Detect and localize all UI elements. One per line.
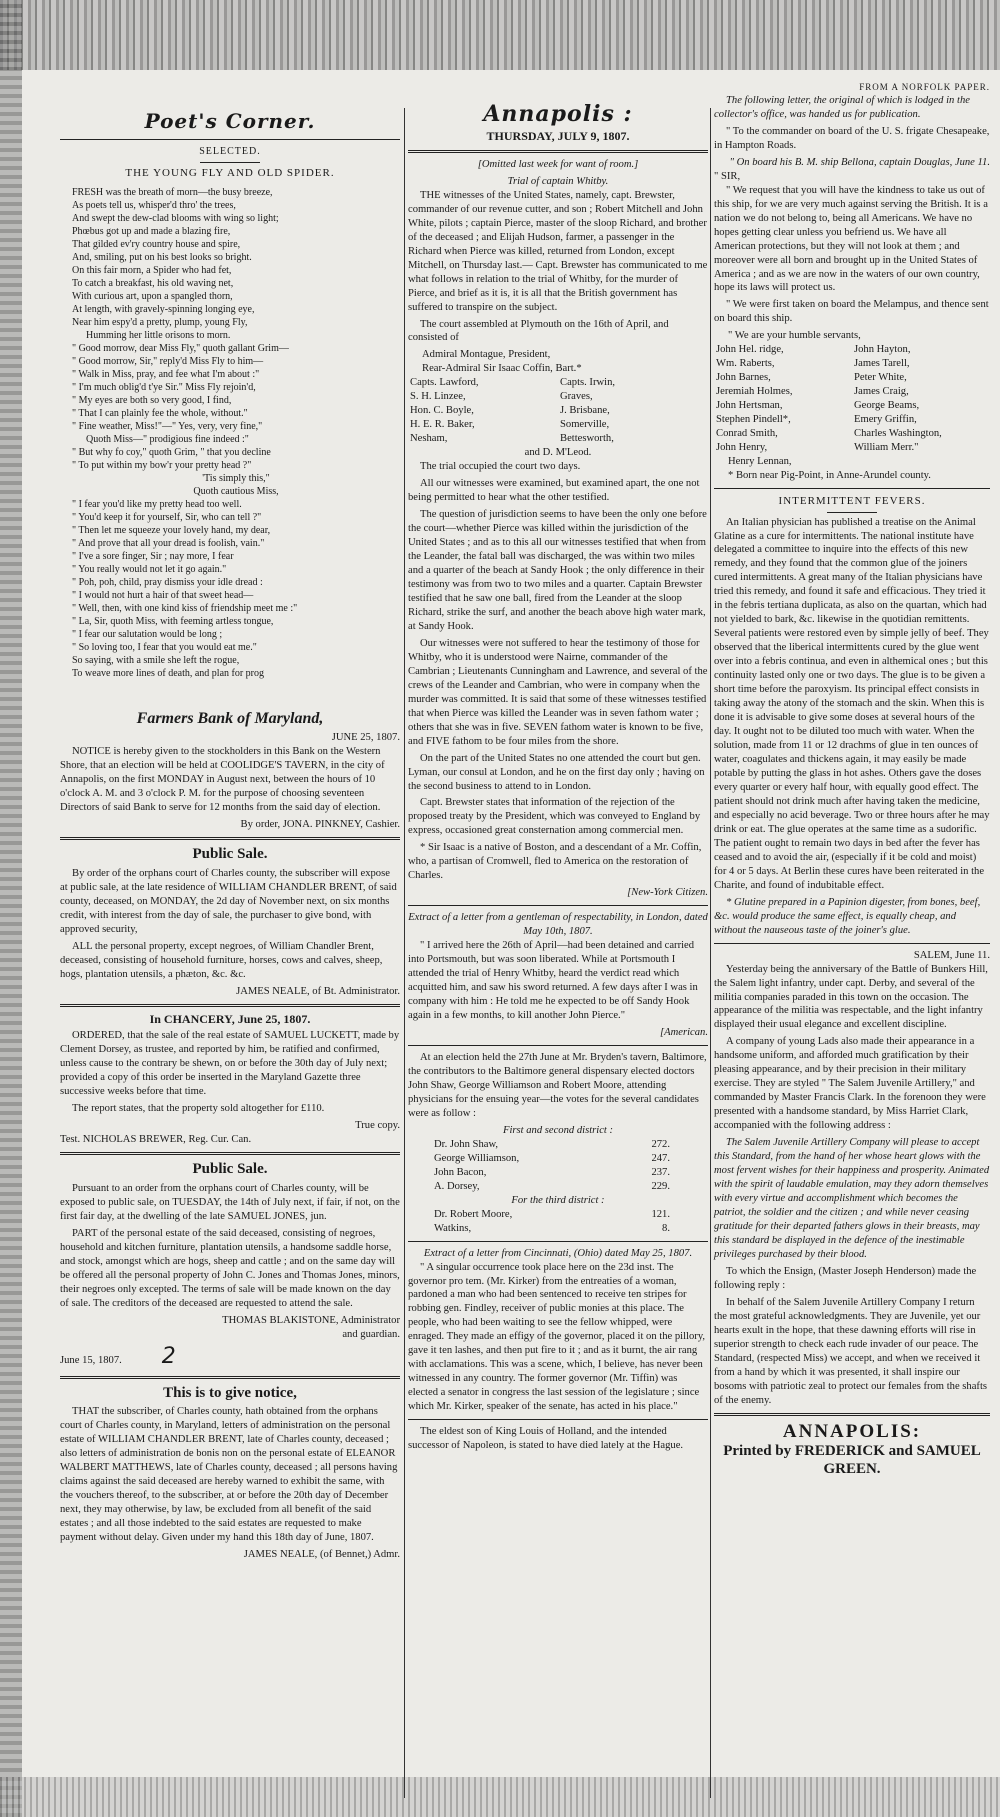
poem-line: " Good morrow, Sir," reply'd Miss Fly to him— [72, 356, 264, 368]
salem-dateline: SALEM, June 11. [913, 949, 990, 961]
poem-line: " To put within my bow'r your pretty head ?" [72, 460, 252, 472]
trial-paragraph: All our witnesses were examined, but examined apart, the one not being permitted to hear what the other testified. [408, 478, 700, 504]
poem-line: As poets tell us, whisper'd thro' the trees, [72, 200, 236, 212]
poem-line: To catch a breakfast, his old waving net, [72, 278, 234, 290]
poem-line: " La, Sir, quoth Miss, with feeming artless tongue, [72, 616, 274, 628]
public-sale-1-text-2: ALL the personal property, except negroes, of William Chandler Brent, deceased, consisting of household furniture, horses, cows and calves, sheep, hogs, plantation utensils, a phæton, &c. &c. [60, 940, 383, 980]
letter-salutation: " SIR, [714, 170, 741, 182]
extract-1-text: " I arrived here the 26th of April—had been detained and carried into Portsmouth, but was soon liberated. While at Portsmouth I attended the trial of Henry Whitby, heard the verdict read which acquitted him, and saw his sword returned. A few days after I was in company with him : He told me he expected to be off Sandy Hook again in a few months, to kill another John Pierce." [408, 940, 698, 1022]
vote-row: Dr. Robert Moore, 121. [434, 1208, 670, 1220]
trial-paragraph: Our witnesses were not suffered to hear the testimony of those for Whitby, who it is understood were Nairne, commander of the Cambrian ; Lieutenants Cunningham and Lawrence, and several of the crews of the Leander and Cambrian, who were in company when the murder was committed. It is said that some of these witnesses testified that when Pierce was killed the Leander was in seven fathom water ; others that she was in five. SEVEN fathom water is known to be five, and FIVE fathom to be four miles from the shore. [408, 637, 708, 747]
poem-line: To weave more lines of death, and plan for prog [72, 668, 265, 680]
salem-paragraph: To which the Ensign, (Master Joseph Henderson) made the following reply : [714, 1265, 977, 1291]
signatory-row: John Barnes, Peter White, [716, 372, 907, 384]
column-rule [404, 108, 405, 1798]
bank-date: JUNE 25, 1807. [331, 732, 400, 744]
salem-paragraph: Yesterday being the anniversary of the Battle of Bunkers Hill, the Salem light infantry, under capt. Derby, and several of the militia companies paraded in this town on the occasion. The appearance of the militia was respectable, and the light infantry displayed their usual elegance and excellent discipline. [714, 963, 988, 1031]
poem-line: 'Tis simply this," [202, 473, 270, 485]
source-label: FROM A NORFOLK PAPER. [859, 82, 990, 92]
poem-line: " I'm much oblig'd t'ye Sir." Miss Fly rejoin'd, [72, 382, 256, 394]
public-sale-title-1: Public Sale. [192, 845, 268, 862]
letter-origin: " On board his B. M. ship Bellona, captain Douglas, June 11. [729, 156, 990, 168]
vote-row: Dr. John Shaw, 272. [434, 1138, 670, 1150]
dateline: THURSDAY, JULY 9, 1807. [486, 129, 630, 144]
public-sale-2-signature-2: and guardian. [342, 1328, 400, 1340]
signatories [714, 343, 990, 455]
poets-corner-title: Poet's Corner. [144, 109, 316, 133]
votes-table-2 [432, 1208, 672, 1236]
scan-edge-left [0, 0, 22, 1817]
poem-line: " So loving too, I fear that you would eat me." [72, 642, 257, 654]
vote-row: Watkins, 8. [434, 1222, 670, 1234]
fever-text: An Italian physician has published a treatise on the Animal Glatine as a cure for intermittents. The national institute have delegated a committee to inquire into the effects of this new remedy, and they found that the common glue of the joiners cured intermittents. A great many of the Italian physicians have tried this remedy, and found it safe and efficacious. They tried it in the febris tertiana duplicata, as also on the quartan, which had not yielded to bark, &c. likewise in the quotidian remittents. Several patients were restored even by simple jelly of beef. They observed that the liberical intermittents cured by the glue went over into a febris continua, and even in althemical ones ; but this continuity lasted only one or two days. The glue is to be given a short time before the paroxyism. Its principal effect consists in taking away the atony of the stomach and the skin. When this is done it is advisable to give some doses at several hours of the day. It ought not to be diluted too much with water. When the solution, made from 11 or 12 drachms of glue in ten ounces of water, coagulates and thickens again, it may easily be made potable by putting the glass in hot ashes. Others gave the doses every quarter or every half hour, with equally good effect. The patient should not drink much after having taken the medicine, and especially no acid beverage. Two or three hours after he may drink or eat. The glue operates at the same time as a sudorific. The patient ought to remain two days in bed after the fever has ceased and to avoid the air, (especially if it be cold and moist) for 4 or 5 days. At Berlin these cures have been reiterated in the Charite, and found of indubitable effect. [714, 516, 990, 891]
masthead: Annapolis : [483, 101, 633, 127]
poem-line: Quoth cautious Miss, [193, 486, 279, 498]
selected-label: SELECTED. [199, 146, 261, 158]
poem-line: On this fair morn, a Spider who had fet, [72, 265, 232, 277]
poem-line: And, smiling, put on his best looks so bright. [72, 252, 252, 264]
notice-title: This is to give notice, [163, 1384, 297, 1401]
signatory-row: Conrad Smith, Charles Washington, [716, 428, 942, 440]
imprint-city: ANNAPOLIS: [782, 1420, 922, 1442]
chancery-text-2: The report states, that the property sold altogether for £110. [72, 1103, 325, 1115]
scan-edge-bottom [0, 1777, 1000, 1817]
poem-line: " I would not hurt a hair of that sweet head— [72, 590, 254, 602]
signatory-row: John Hel. ridge, John Hayton, [716, 344, 911, 356]
column-rule [710, 108, 711, 1798]
poem [60, 186, 400, 680]
court-members: Capts. Lawford, Capts. Irwin, S. H. Linzee, Graves, Hon. C. Boyle, J. Brisbane, H. E. R. Baker, Somerville, Nesham, Bettesworth, [410, 377, 616, 445]
trial-paragraph: The court assembled at Plymouth on the 16th of April, and consisted of [408, 318, 669, 344]
poem-line: Humming her little orisons to morn. [86, 330, 231, 342]
column-middle [408, 100, 708, 1456]
poem-line: " I fear you'd like my pretty head too well. [72, 499, 242, 511]
salem-paragraph: A company of young Lads also made their appearance in a handsome uniform, and afforded much gratification by their pleasing appearance, and by their precision in their military exercise. They are styled " The Salem Juvenile Artillery," and commanded by Master Francis Clark. In the forenoon they were presented with a handsome standard, by Miss Harriet Clark, accompanied with the following address : [714, 1036, 986, 1132]
poem-line: " That I can plainly fee the whole, without." [72, 408, 248, 420]
letter-text: " We request that you will have the kindness to take us out of this ship, for we are very much against serving the British. It is a nation we do not belong to, being all Americans. We have no hopes getting clear unless you befriend us. We have all American protections, but they will not look at them ; and moreover were all born and brought up in the United States of America ; and as we are now in the waters of our own country, hope its laws will protect us. [714, 184, 988, 294]
signatory-row: John Henry, William Merr." [716, 442, 919, 454]
poem-line: " Poh, poh, child, pray dismiss your idle dread : [72, 577, 263, 589]
district-1-label: First and second district : [502, 1124, 614, 1136]
trial-paragraph: On the part of the United States no one attended the court but gen. Lyman, our consul at London, and he on the first day only ; having on the second business to attend to in London. [408, 752, 705, 792]
trial-paragraph: The trial occupied the court two days. [420, 461, 581, 473]
fever-title: INTERMITTENT FEVERS. [778, 495, 926, 508]
trial-title: Trial of captain Whitby. [507, 175, 609, 187]
signatory-row: John Hertsman, George Beams, [716, 400, 920, 412]
signatory-last: Henry Lennan, [728, 456, 792, 468]
vote-row: George Williamson, 247. [434, 1152, 670, 1164]
bank-signature: By order, JONA. PINKNEY, Cashier. [240, 819, 400, 831]
extract-2-title: Extract of a letter from Cincinnati, (Ohio) dated May 25, 1807. [423, 1247, 693, 1259]
poem-line: That gilded ev'ry country house and spire, [72, 239, 241, 251]
signatory-note: * Born near Pig-Point, in Anne-Arundel county. [728, 470, 931, 482]
poem-line: " You'd keep it for yourself, Sir, who can tell ?" [72, 512, 262, 524]
public-sale-2-date: June 15, 1807. 2 [60, 1343, 176, 1369]
handwritten-mark: 2 [161, 1343, 176, 1369]
poem-line: " Walk in Miss, pray, and fee what I'm about :" [72, 369, 260, 381]
public-sale-2-text: Pursuant to an order from the orphans court of Charles county, will be exposed to public sale, on TUESDAY, the 14th of July next, if fair, if not, on the first fair day, at the dwelling of the late SAMUEL JONES, jun. [60, 1182, 400, 1222]
trial-paragraph: The question of jurisdiction seems to have been the only one before the court—whether Pierce was killed within the jurisdiction of the United States ; and as to this all our witnesses testified that when from the Leander, the fatal ball was discharged, the was within two miles and a quarter of the beach at Sandy Hook ; the only difference in their testimony was from two to two miles and a quarter. Captain Brewster testified that he saw one ball, fired from the Leander at the sloop Richard, strike the surf, and another the beach above high water mark, at Sandy Hook. [408, 509, 707, 632]
poem-line: Near him espy'd a pretty, plump, young Fly, [72, 317, 248, 329]
notice-text: THAT the subscriber, of Charles county, hath obtained from the orphans court of Charles county, in Maryland, letters of administration on the personal estate of WILLIAM CHANDLER BRENT, late of Charles county, deceased ; also letters of administration de bonis non on the personal estate of ELEANOR WALBERT MATTHEWS, late of Charles county, deceased ; all persons having claims against the said deceased are hereby warned to exhibit the same, with the vouchers thereof, to the subscriber, at or before the 20th day of December next, they may otherwise, by law, be excluded from all benefit of the said estates ; and all those indebted to the said estates are requested to make payment without delay. Given under my hand this 18th day of June, 1807. [60, 1406, 398, 1544]
letter-text-2: " We were first taken on board the Melampus, and thence sent on board this ship. [714, 299, 989, 325]
poem-line: " Fine weather, Miss!"—" Yes, very, very fine," [72, 421, 263, 433]
poem-line: At length, with gravely-spinning longing eye, [72, 304, 255, 316]
omitted-note: [Omitted last week for want of room.] [477, 158, 639, 170]
vote-row: A. Dorsey, 229. [434, 1180, 670, 1192]
court-president: Admiral Montague, President, [422, 349, 551, 361]
poem-line: " I've a sore finger, Sir ; nay more, I fear [72, 551, 234, 563]
extract-2-text: " A singular occurrence took place here on the 23d inst. The governor pro tem. (Mr. Kirker) from the entreaties of a woman, pardoned a man who had been sentenced to receive ten stripes for robbing gen. Findley, receiver of public monies at this place. The people, who had been waiting to see the fellow whipped, were enraged. They made an effigy of the governor, placed it on the pillory, gave it ten lashes, and then put fire to it ; and as it burnt, the air rang with acclamations. This was a scene, which, I believe, has never been witnessed in any country. The former governor (Mr. Tiffin) was elected a senator in congress the last session of the legislature ; since which Mr. Kirker, speaker of the senate, has acted in his place." [408, 1261, 706, 1413]
column-right [714, 82, 990, 1478]
public-sale-title-2: Public Sale. [192, 1161, 268, 1178]
public-sale-1-text: By order of the orphans court of Charles county, the subscriber will expose at public sale, at the late residence of WILLIAM CHANDLER BRENT, of said county, deceased, on MONDAY, the 2d day of November next, on six months credit, with interest from the day of sale, the purchaser to give bond, with approved security, [60, 867, 397, 935]
poem-line: " And prove that all your dread is foolish, vain." [72, 538, 265, 550]
scan-edge-top [0, 0, 1000, 70]
column-left [60, 108, 400, 1562]
chancery-signature: Test. NICHOLAS BREWER, Reg. Cur. Can. [60, 1134, 252, 1146]
public-sale-1-signature: JAMES NEALE, of Bt. Administrator. [236, 985, 400, 997]
signatory-row: Stephen Pindell*, Emery Griffin, [716, 414, 917, 426]
votes-table-1 [432, 1138, 672, 1194]
chancery-title: In CHANCERY, June 25, 1807. [149, 1011, 311, 1026]
poem-line: " Then let me squeeze your lovely hand, my dear, [72, 525, 271, 537]
poem-line: With curious art, upon a spangled thorn, [72, 291, 233, 303]
district-2-label: For the third district : [511, 1194, 605, 1206]
signatory-row: Jeremiah Holmes, James Craig, [716, 386, 909, 398]
election-text: At an election held the 27th June at Mr. Bryden's tavern, Baltimore, the contributors to the Baltimore general dispensary elected doctors John Shaw, George Williamson and Robert Moore, attending physicians for the ensuing year—the votes for the several candidates were as follow : [408, 1051, 707, 1119]
trial-paragraph: THE witnesses of the United States, namely, capt. Brewster, commander of our revenue cutter, and son ; Robert Mitchell and John White, pilots ; captain Pierce, master of the sloop Richard, and brother of the deceased ; and Elijah Hudson, farmer, a passenger in the Richard when Pierce was killed, returned from London, except Mitchell, on Thursday last.— Capt. Brewster has communicated to me what follows in relation to the trial of Whitby, for the murder of Pierce, and brief as it is, it is all that the British government has suffered to transpire on the subject. [408, 189, 708, 313]
trial-footnote: * Sir Isaac is a native of Boston, and a descendant of a Mr. Coffin, who, a partisan of Cromwell, fled to America on the restoration of Charles. [408, 842, 702, 882]
public-sale-2-text-2: PART of the personal estate of the said deceased, consisting of negroes, household and kitchen furniture, plantation utensils, a handsome saddle horse, and stock, amongst which are hogs, sheep and cattle ; and on the same day will be offered all the personal property of John C. Jones and Thomas Jones, minors, their negroes only excepted. The terms of sale will be made known on the day of sale. The creditors of the deceased are requested to attend the sale. [60, 1227, 400, 1309]
court-last: and D. M'Leod. [524, 447, 592, 459]
letter-intro: The following letter, the original of which is lodged in the collector's office, was handed us for publication. [714, 94, 970, 120]
court-rear-admiral: Rear-Admiral Sir Isaac Coffin, Bart.* [422, 363, 582, 375]
letter-closing: " We are your humble servants, [728, 330, 861, 342]
vote-row: John Bacon, 237. [434, 1166, 670, 1178]
salem-address: The Salem Juvenile Artillery Company will please to accept this Standard, from the hand of her whose heart glows with the most fervent wishes for their happiness and prosperity. Animated with the spirit of laudable emulation, may they adorn themselves with every virtue and accomplishment which becomes the patriot, the soldier and the citizen ; and while never ceasing gratitude for their departed fathers glows in their breasts, may this standard be displayed in the defence of the inestimable privileges purchased by their blood. [714, 1137, 990, 1260]
fever-note: * Glutine prepared in a Papinion digester, from bones, beef, &c. would produce the same effect, is equally cheap, and without the nauseous taste of the joiner's glue. [714, 896, 981, 936]
notice-signature: JAMES NEALE, (of Bennet,) Admr. [243, 1549, 400, 1561]
poem-title: THE YOUNG FLY AND OLD SPIDER. [125, 166, 335, 179]
poem-line: FRESH was the breath of morn—the busy breeze, [72, 187, 273, 199]
salem-reply: In behalf of the Salem Juvenile Artillery Company I return the most grateful acknowledgments. They are Juvenile, yet our hearts exult in the hope, that these dawning efforts will rise in superior strength to check each rude invader of our peace. The Standard, (respected Miss) we accept, and when we received it from a hand by which it was presented, it shall inspire our bosoms with patriotic zeal to protect our females from the shafts of the enemy. [714, 1296, 988, 1406]
poem-line: Phœbus got up and made a blazing fire, [72, 226, 231, 238]
poem-line: " Good morrow, dear Miss Fly," quoth gallant Grim— [72, 343, 289, 355]
extract-1-source: [American. [660, 1027, 708, 1039]
bank-title: Farmers Bank of Maryland, [136, 710, 324, 728]
public-sale-2-signature: THOMAS BLAKISTONE, Administrator [222, 1314, 400, 1326]
trial-source: [New-York Citizen. [627, 887, 708, 899]
holland-text: The eldest son of King Louis of Holland, and the intended successor of Napoleon, is stated to have died lately at the Hague. [408, 1426, 684, 1452]
bank-notice: NOTICE is hereby given to the stockholders in this Bank on the Western Shore, that an election will be held at COOLIDGE'S TAVERN, in the city of Annapolis, on the first MONDAY in August next, between the hours of 10 o'clock A. M. and 3 o'clock P. M. for the purpose of choosing seventeen Directors of said Bank to serve for 12 months from the said day of election. [60, 746, 385, 814]
poem-line: " Well, then, with one kind kiss of friendship meet me :" [72, 603, 298, 615]
poem-line: " My eyes are both so very good, I find, [72, 395, 232, 407]
poem-line: And swept the dew-clad blooms with wing so light; [72, 213, 279, 225]
trial-paragraph: Capt. Brewster states that information of the rejection of the proposed treaty by the President, which was conveyed to England by express, occasioned great consternation among commercial men. [408, 797, 701, 837]
imprint-printers: Printed by FREDERICK and SAMUEL GREEN. [723, 1443, 981, 1478]
poem-line: Quoth Miss—" prodigious fine indeed :" [86, 434, 249, 446]
poem-line: " You really would not let it go again." [72, 564, 227, 576]
chancery-text: ORDERED, that the sale of the real estate of SAMUEL LUCKETT, made by Clement Dorsey, as trustee, and reported by him, be ratified and confirmed, unless cause to the contrary be shewn, on or before the 30th day of July next; provided a copy of this order be inserted in the Maryland Gazette three successive weeks before that time. [60, 1030, 400, 1098]
signatory-row: Wm. Raberts, James Tarell, [716, 358, 910, 370]
extract-1-title: Extract of a letter from a gentleman of respectability, in London, dated May 10th, 1807. [408, 912, 708, 938]
poem-line: So saying, with a smile she left the rogue, [72, 655, 240, 667]
letter-address: " To the commander on board of the U. S. frigate Chesapeake, in Hampton Roads. [714, 125, 990, 151]
poem-line: " I fear our salutation would be long ; [72, 629, 223, 641]
chancery-copy: True copy. [355, 1120, 400, 1132]
poem-line: " But why fo coy," quoth Grim, " that you decline [72, 447, 271, 459]
